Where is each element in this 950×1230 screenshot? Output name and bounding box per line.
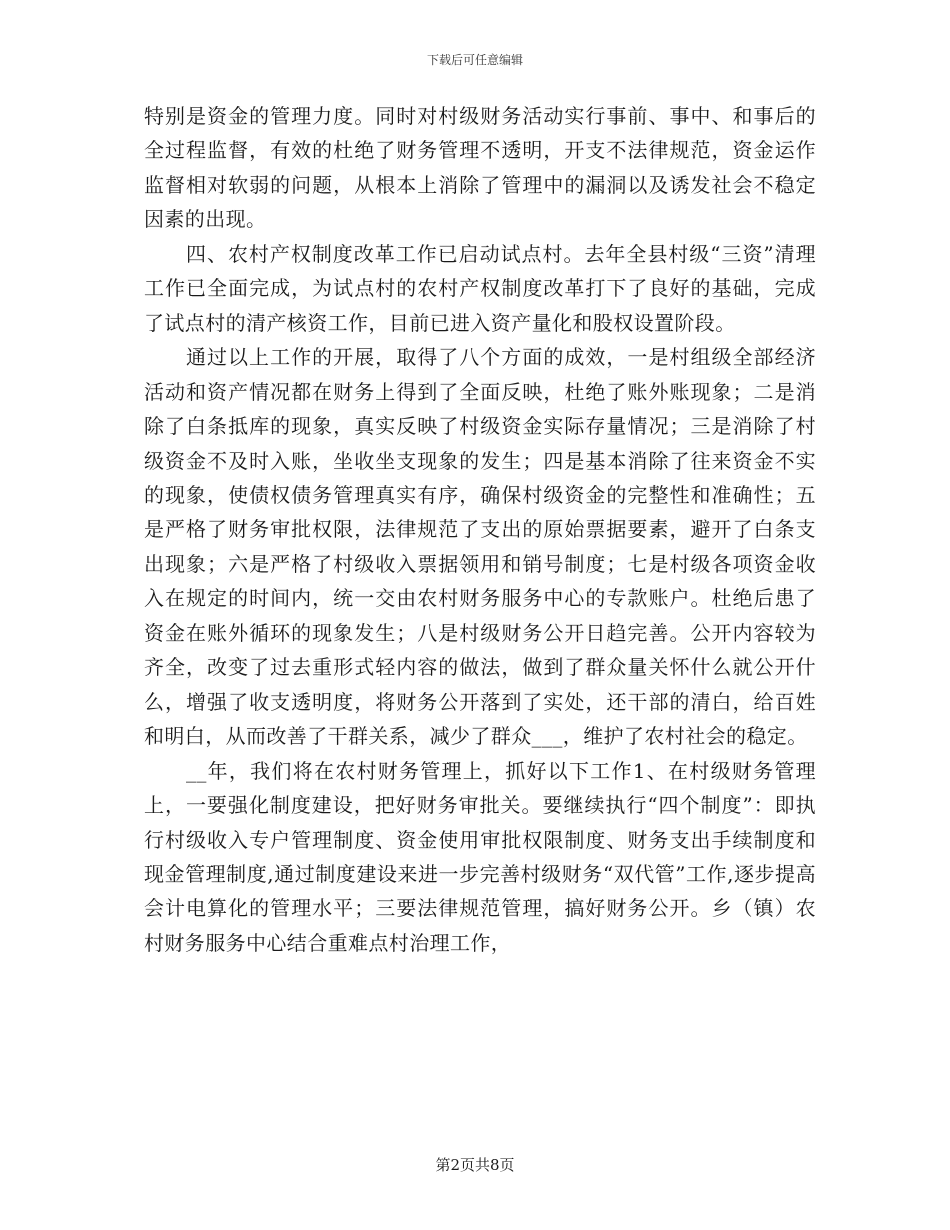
paragraph-4: __年，我们将在农村财务管理上，抓好以下工作1、在村级财务管理上，一要强化制度建设，把好财务审批关。要继续执行“四个制度”：即执行村级收入专户管理制度、资金使用审批权限制度、财务支出手续制度和现金管理制度,通过制度建设来进一步完善村级财务“双代管”工作,逐步提高会计电算化的管理水平；三要法律规范管理，搞好财务公开。乡（镇）农村财务服务中心结合重难点村治理工作， [144,758,816,955]
paragraph-1: 特别是资金的管理力度。同时对村级财务活动实行事前、事中、和事后的全过程监督，有效的杜绝了财务管理不透明，开支不法律规范，资金运作监督相对软弱的问题，从根本上消除了管理中的漏洞以及诱发社会不稳定因素的出现。 [144,104,816,232]
paragraph-2: 四、农村产权制度改革工作已启动试点村。去年全县村级“三资”清理工作已全面完成，为试点村的农村产权制度改革打下了良好的基础，完成了试点村的清产核资工作，目前已进入资产量化和股权设置阶段。 [144,241,816,335]
page-header-note: 下载后可任意编辑 [426,53,523,67]
paragraph-3: 通过以上工作的开展，取得了八个方面的成效，一是村组级全部经济活动和资产情况都在财务上得到了全面反映，杜绝了账外账现象；二是消除了白条抵库的现象，真实反映了村级资金实际存量情况；三是消除了村级资金不及时入账，坐收坐支现象的发生；四是基本消除了往来资金不实的现象，使债权债务管理真实有序，确保村级资金的完整性和准确性；五是严格了财务审批权限，法律规范了支出的原始票据要素，避开了白条支出现象；六是严格了村级收入票据领用和销号制度；七是村级各项资金收入在规定的时间内，统一交由农村财务服务中心的专款账户。杜绝后患了资金在账外循环的现象发生；八是村级财务公开日趋完善。公开内容较为齐全，改变了过去重形式轻内容的做法，做到了群众量关怀什么就公开什么，增强了收支透明度，将财务公开落到了实处，还干部的清白，给百姓和明白，从而改善了干群关系，减少了群众___，维护了农村社会的稳定。 [144,345,816,749]
page-number: 第2页共8页 [435,1156,515,1174]
document-body [144,99,816,960]
